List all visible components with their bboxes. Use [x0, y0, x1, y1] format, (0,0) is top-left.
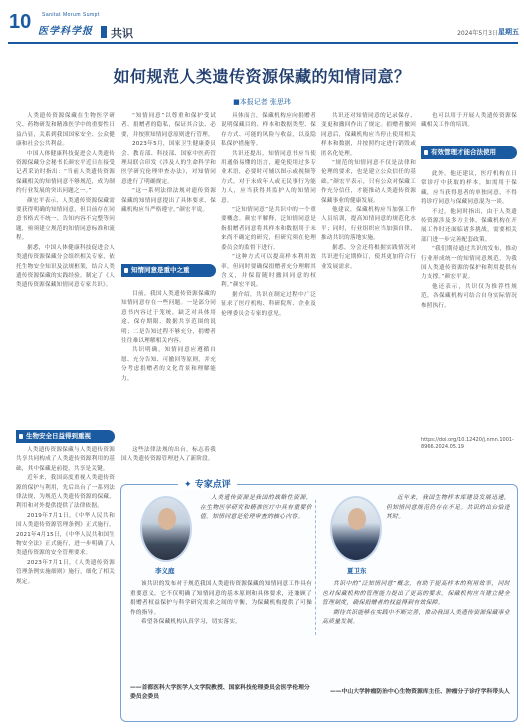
expert-2-photo [330, 496, 382, 562]
expert-2-quote-body [322, 580, 510, 680]
article-byline: ■本报记者 张思玮 [233, 98, 291, 106]
paragraph: 人类遗传资源是我国的战略性资源，在生物医学研究和精准医疗中具有重要价值。知情同意是伦理审查的核心内容。 [200, 495, 312, 521]
paragraph: 目前，我国人类遗传资源保藏的知情同意存在一些问题。一是部分同意书内容过于笼统，缺乏对具体用途、保存期限、数据共享范围的说明；二是告知过程不够充分，捐赠者往往难以理解相关内容。 [121, 291, 216, 345]
expert-1-quote-intro [200, 494, 312, 580]
issue-date: 2024年5月3日 [457, 30, 498, 37]
paragraph: “这一系列法律法规对遗传资源保藏的知情同意提出了具体要求，保藏机构应当严格遵守。”颜宏平说。 [121, 188, 216, 214]
paragraph: 共识中的“泛知情同意”概念，有助于提高样本的利用效率，同时也对保藏机构的管理能力提出了更高的要求。保藏机构应当建立健全管理制度，确保捐赠者的权益得到有效保障。 [322, 581, 510, 607]
column-5-lower [421, 170, 517, 422]
header-rule [8, 42, 518, 44]
paragraph: 该共识的发布对于规范我国人类遗传资源保藏的知情同意工作具有重要意义。它不仅明确了知情同意的基本原则和具体要求，还兼顾了捐赠者权益保护与科学研究需求之间的平衡，为保藏机构提供了可操作的指导。 [130, 581, 312, 616]
paragraph: 他建议，保藏机构应当加强工作人员培训，提高知情同意的规范化水平；同时，行业组织应当加强自律，推动共识的落地实施。 [321, 207, 416, 242]
paragraph: 2023年7月1日，《人类遗传资源管理条例实施细则》施行，细化了相关规定。 [16, 559, 115, 585]
paragraph: 2019年7月1日，《中华人民共和国人类遗传资源管理条例》正式施行。2021年4月15日，《中华人民共和国生物安全法》正式施行，进一步明确了人类遗传资源的安全管理要求。 [16, 512, 115, 557]
paragraph: “我们期待通过共识的发布，推动行业形成统一的知情同意规范，为我国人类遗传资源的保护和利用提供有力支撑。”颜宏平说。 [421, 246, 517, 281]
paragraph: “规范的知情同意不仅是法律和伦理的要求，也是建立公众信任的基础。”颜宏平表示，只有公众对保藏工作充分信任，才能推动人类遗传资源保藏事业的健康发展。 [321, 160, 416, 204]
paragraph: 共识明确，知情同意应遵循自愿、充分告知、可撤回等原则，并充分考虑捐赠者的文化背景和理解能力。 [121, 347, 216, 382]
paragraph: 近年来，我国高度重视人类遗传资源的保护与利用，先后出台了一系列法律法规，为规范人类遗传资源的保藏、利用和对外提供提供了法律依据。 [16, 475, 115, 510]
paragraph: 据悉，中国人体健康科技促进会人类遗传资源保藏分会组织相关专家，依托生物安全知识及法规框架，结合人类遗传资源保藏的实践经验，制定了《人类遗传资源保藏知情同意专家共识》。 [16, 244, 115, 289]
lower-column-1 [16, 446, 115, 722]
panel-divider [315, 500, 316, 635]
paragraph: 据介绍，共识在制定过程中广泛征求了医疗机构、科研院所、企业及伦理委员会专家的意见。 [221, 291, 316, 317]
paragraph: “这种方式可以提高样本利用效率，但同时要确保捐赠者充分理解其含义，并保留随时撤回同意的权利。”颜宏平说。 [221, 254, 316, 289]
expert-panel-title: ✦ 专家点评 [178, 477, 237, 490]
paragraph: 中国人体健康科技促进会人类遗传资源保藏分会秘书长颜宏平近日在接受记者采访时指出：“当前人类遗传资源保藏相关的知情同意不够规范，成为制约行业发展的突出问题之一。” [16, 150, 115, 195]
doi-link[interactable]: https://doi.org/10.12420/j.nmn.1001-8966.2024.05.19 [421, 437, 514, 450]
paragraph: 共识还提出，知情同意书应当使用通俗易懂的语言，避免使用过多专业术语，必要时可辅以图示或视频等方式。对于未成年人或无民事行为能力人，应当获得其监护人的知情同意。 [221, 150, 316, 204]
column-1 [16, 112, 115, 422]
column-2 [121, 112, 216, 250]
subhead-management: 有效管理才能合法使用 [421, 146, 517, 159]
paragraph: 期待共识能够在实践中不断完善，推动我国人类遗传资源保藏事业高质量发展。 [322, 609, 510, 626]
paragraph: 也可以用于开展人类遗传资源保藏相关工作的培训。 [421, 113, 517, 129]
paragraph: 人类遗传资源保藏与人类遗传资源共享共同构成了人类遗传资源利用的基础，其中保藏是前提，共享是关键。 [16, 447, 115, 472]
paragraph: 颜宏平表示，人类遗传资源保藏需要获得明确的知情同意，但目前存在同意书格式不统一、告知内容不完整等问题，亟须建立规范的知情同意标准和流程。 [16, 197, 115, 242]
paragraph: 他还表示，共识仅为推荐性规范，各保藏机构可结合自身实际情况参照执行。 [421, 283, 517, 309]
column-4 [321, 112, 416, 422]
paragraph: 此外，他还建议，医疗机构在日常诊疗中获取的样本，如需用于保藏，应当获得患者的单独同意，不得将诊疗同意与保藏同意混为一谈。 [421, 171, 517, 206]
article-title: 如何规范人类遗传资源保藏的知情同意？ [113, 67, 411, 86]
column-2-lower [121, 290, 216, 422]
paragraph: 据悉，分会还将根据实践情况对共识进行定期修订，使其更加符合行业发展需求。 [321, 244, 416, 270]
paragraph: 近年来，我国生物样本库建设发展迅速，但知情同意规范仍存在不足。共识的出台恰逢其时。 [386, 495, 510, 521]
paragraph: “泛知情同意”是共识中的一个重要概念。颜宏平解释，泛知情同意是指捐赠者同意将其样本和数据用于未来尚不确定的研究，但研究须在伦理委员会的监督下进行。 [221, 207, 316, 251]
paragraph: 共识还对知情同意的记录保存、变更和撤回作出了规定。捐赠者撤回同意后，保藏机构应当停止使用相关样本和数据，并按照约定进行销毁或匿名化处理。 [321, 113, 416, 157]
expert-2-signature: ——中山大学肿瘤防治中心生物资源库主任、肿瘤分子诊疗学科带头人 [330, 689, 510, 695]
expert-1-name: 李义庭 [155, 567, 175, 575]
paragraph: 不过，他同时指出，由于人类遗传资源涉及多方主体，保藏机构在开展工作时还面临诸多挑战，需要相关部门进一步完善配套政策。 [421, 208, 517, 243]
section-marker [101, 26, 107, 38]
paragraph: 希望各保藏机构认真学习，切实落实。 [141, 619, 242, 626]
expert-2-quote-intro [386, 494, 510, 580]
expert-1-signature: ——首都医科大学医学人文学院教授、国家科技伦理委员会医学伦理分委员会委员 [130, 685, 310, 700]
paragraph: 人类遗传资源保藏在生物医学研究、药物研发和精准医学中的重要性日益凸显，关系到我国国家安全、公众健康和社会公共利益。 [16, 113, 115, 148]
page-number: 10 [9, 11, 32, 33]
page-header [0, 0, 524, 46]
issue-weekday: 星期五 [498, 28, 519, 36]
section-name: 共识 [111, 27, 133, 40]
expert-1-quote-body [130, 580, 312, 676]
brand-logo: 医学科学报 [38, 26, 93, 37]
paragraph: 这些法律法规的出台，标志着我国人类遗传资源管理进入了新阶段。 [121, 447, 216, 463]
expert-1-photo [140, 496, 192, 562]
paragraph: 2023年5月，国家卫生健康委员会、教育部、科技部、国家中医药管理局联合印发《涉及人的生命科学和医学研究伦理审查办法》，对知情同意进行了明确规定。 [121, 141, 216, 185]
paragraph: 具体而言，保藏机构应向捐赠者说明保藏目的、样本和数据类型、保存方式、可能的风险与收益，以及隐私保护措施等。 [221, 113, 316, 148]
brand-english: Sanitat Morum Sumpt [42, 12, 100, 18]
subhead-informed-consent: 知情同意是重中之重 [121, 264, 216, 277]
paragraph: “知情同意”以尊重和保护受试者、捐赠者的隐私，保证其合法、必要，并按照知情同意原则进行管理。 [121, 113, 216, 138]
subhead-biosafety: 生物安全日益得到重视 [16, 430, 115, 443]
expert-2-name: 夏卫东 [347, 567, 367, 575]
column-3 [221, 112, 316, 422]
